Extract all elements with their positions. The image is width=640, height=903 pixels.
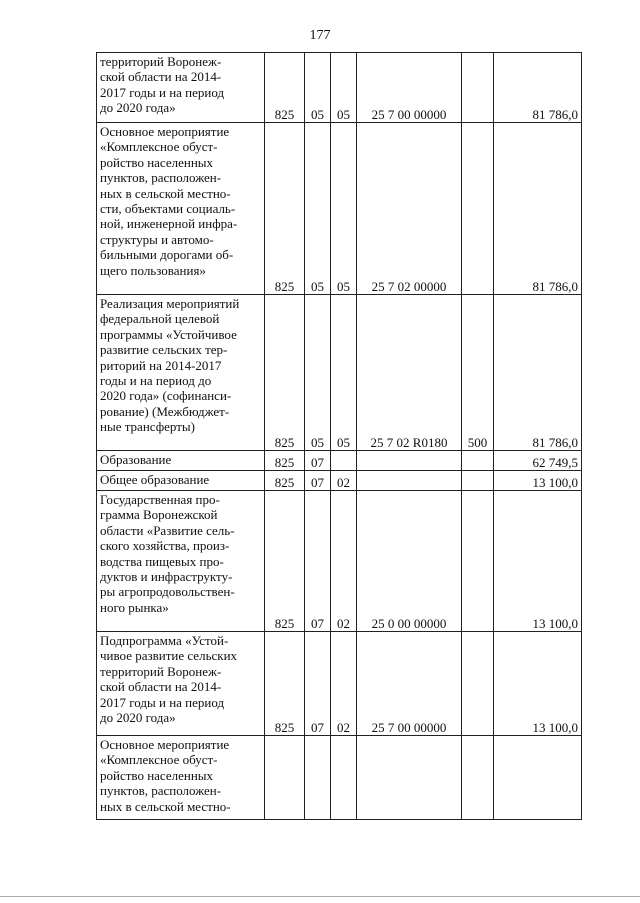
item-name: Основное мероприятие «Комплексное обуст- ройство населенных пунктов, расположен- ных в сельской местно- сти, объектами социаль- ной, инженерной инфра- структуры и автомо- бильными дорогами об- щего пользования» <box>100 124 238 278</box>
item-name-cell <box>97 632 265 736</box>
table-body <box>97 53 582 820</box>
grbs-cell: 825 <box>265 491 305 632</box>
item-name-cell <box>97 295 265 451</box>
vr-cell <box>462 491 494 632</box>
page-number: 177 <box>309 28 331 43</box>
vr-cell <box>462 123 494 295</box>
vr-cell <box>462 451 494 471</box>
footer-rule <box>0 896 640 897</box>
sum-cell: 81 786,0 <box>494 295 582 451</box>
rz-cell: 07 <box>305 471 331 491</box>
table-row <box>97 123 582 295</box>
budget-table <box>96 52 582 820</box>
grbs-cell: 825 <box>265 451 305 471</box>
grbs-cell: 825 <box>265 123 305 295</box>
sum-cell: 13 100,0 <box>494 632 582 736</box>
csr-cell: 25 7 02 R0180 <box>357 295 462 451</box>
rz-cell <box>305 736 331 820</box>
pr-cell: 02 <box>331 491 357 632</box>
grbs-cell <box>265 736 305 820</box>
item-name-cell <box>97 736 265 820</box>
csr-cell: 25 7 00 00000 <box>357 53 462 123</box>
sum-cell: 81 786,0 <box>494 53 582 123</box>
sum-cell: 13 100,0 <box>494 491 582 632</box>
item-name-cell <box>97 491 265 632</box>
item-name: Основное мероприятие «Комплексное обуст- ройство населенных пунктов, расположен- ных в сельской местно- <box>100 737 231 814</box>
pr-cell: 05 <box>331 53 357 123</box>
pr-cell: 02 <box>331 471 357 491</box>
vr-cell <box>462 53 494 123</box>
pr-cell: 05 <box>331 295 357 451</box>
csr-cell <box>357 451 462 471</box>
sum-cell: 13 100,0 <box>494 471 582 491</box>
table-row <box>97 632 582 736</box>
vr-cell <box>462 632 494 736</box>
pr-cell: 05 <box>331 123 357 295</box>
rz-cell: 07 <box>305 451 331 471</box>
item-name: Подпрограмма «Устой- чивое развитие сельских территорий Воронеж- ской области на 2014- 2017 годы и на период до 2020 года» <box>100 633 238 726</box>
rz-cell: 05 <box>305 123 331 295</box>
csr-cell: 25 0 00 00000 <box>357 491 462 632</box>
item-name: территорий Воронеж- ской области на 2014- 2017 годы и на период до 2020 года» <box>100 54 225 116</box>
vr-cell <box>462 471 494 491</box>
grbs-cell: 825 <box>265 632 305 736</box>
rz-cell: 07 <box>305 491 331 632</box>
table-row <box>97 451 582 471</box>
table-row <box>97 295 582 451</box>
sum-cell: 62 749,5 <box>494 451 582 471</box>
item-name: Государственная про- грамма Воронежской области «Развитие сель- ского хозяйства, произ- водства пищевых про- дуктов и инфраструкту- ры агропродовольствен- ного рынка» <box>100 492 235 615</box>
item-name: Реализация мероприятий федеральной целевой программы «Устойчивое развитие сельских тер- риторий на 2014-2017 годы и на период до 2020 года» (софинанси- рование) (Межбюджет- ные трансферты) <box>100 296 240 435</box>
csr-cell <box>357 471 462 491</box>
sum-cell <box>494 736 582 820</box>
pr-cell <box>331 451 357 471</box>
vr-cell: 500 <box>462 295 494 451</box>
grbs-cell: 825 <box>265 295 305 451</box>
csr-cell <box>357 736 462 820</box>
item-name-cell <box>97 53 265 123</box>
pr-cell <box>331 736 357 820</box>
item-name: Общее образование <box>100 472 210 487</box>
table-row <box>97 53 582 123</box>
grbs-cell: 825 <box>265 53 305 123</box>
rz-cell: 05 <box>305 295 331 451</box>
table-row <box>97 491 582 632</box>
csr-cell: 25 7 00 00000 <box>357 632 462 736</box>
item-name-cell <box>97 123 265 295</box>
table-row <box>97 736 582 820</box>
table-row <box>97 471 582 491</box>
csr-cell: 25 7 02 00000 <box>357 123 462 295</box>
sum-cell: 81 786,0 <box>494 123 582 295</box>
item-name-cell <box>97 471 265 491</box>
grbs-cell: 825 <box>265 471 305 491</box>
rz-cell: 07 <box>305 632 331 736</box>
rz-cell: 05 <box>305 53 331 123</box>
pr-cell: 02 <box>331 632 357 736</box>
vr-cell <box>462 736 494 820</box>
item-name-cell <box>97 451 265 471</box>
item-name: Образование <box>100 452 172 467</box>
